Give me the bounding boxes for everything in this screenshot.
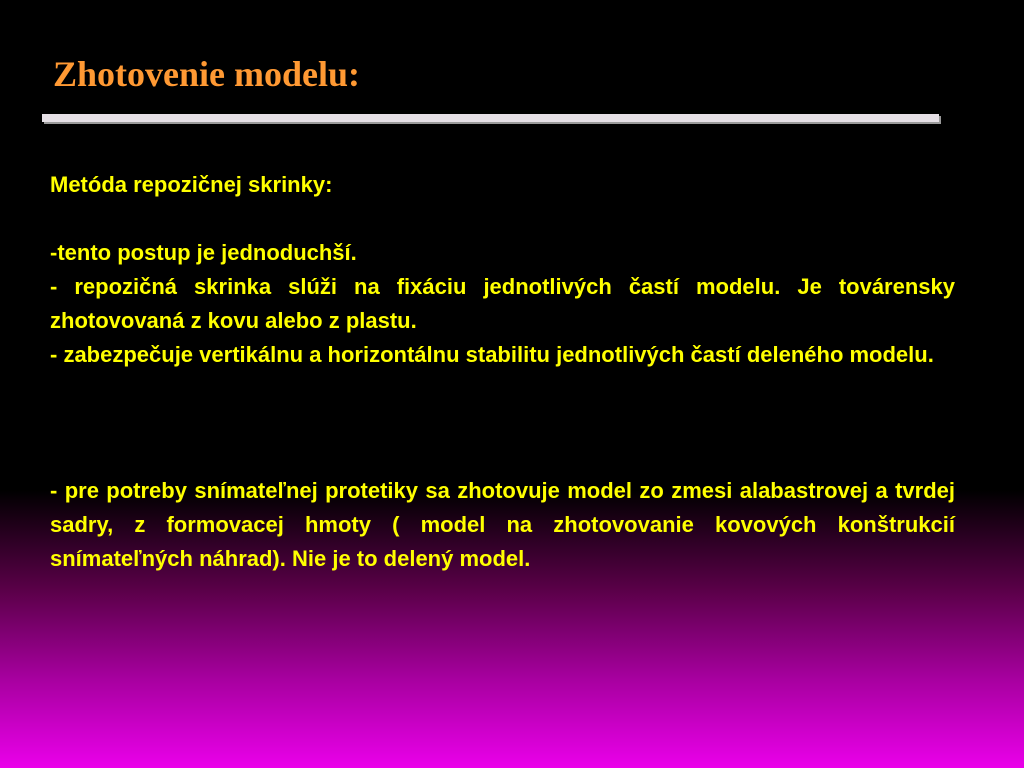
bullet-item: - repozičná skrinka slúži na fixáciu jednotlivých častí modelu. Je továrensky zhotovovaná z kovu alebo z plastu. [50, 274, 955, 333]
removable-prosthetics-section [50, 474, 955, 576]
bullet-item: -tento postup je jednoduchší. [50, 240, 357, 265]
body-paragraph: - pre potreby snímateľnej protetiky sa zhotovuje model zo zmesi alabastrovej a tvrdej sadry, z formovacej hmoty ( model na zhotovovanie kovových konštrukcií snímateľných náhrad). Nie je to delený model. [50, 478, 955, 571]
blank-line [50, 202, 955, 236]
slide-title: Zhotovenie modelu: [53, 54, 361, 94]
title-divider [42, 114, 939, 122]
bullet-item: - zabezpečuje vertikálnu a horizontálnu stabilitu jednotlivých častí deleného modelu. [50, 342, 934, 367]
method-section [50, 168, 955, 372]
section-heading: Metóda repozičnej skrinky: [50, 172, 333, 197]
